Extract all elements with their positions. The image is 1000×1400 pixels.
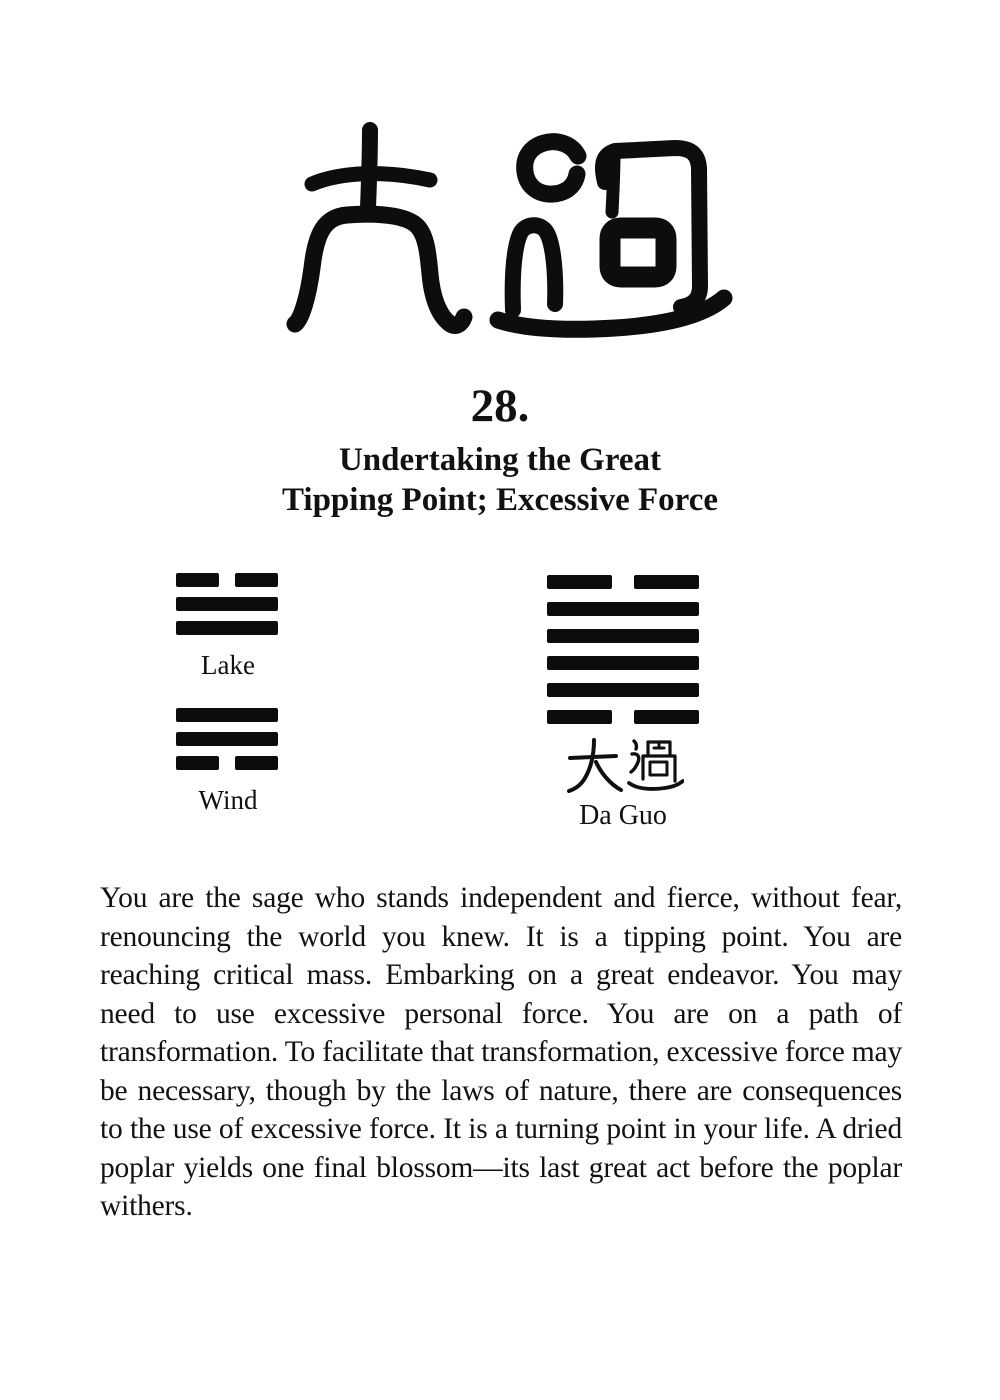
yao-line-solid bbox=[176, 621, 278, 635]
hexagram-romanization: Da Guo bbox=[579, 800, 667, 831]
seal-guo-character bbox=[498, 142, 724, 330]
kaishu-guo-character bbox=[629, 741, 683, 789]
seal-da-character bbox=[295, 130, 464, 325]
da-guo-characters-icon bbox=[566, 737, 684, 793]
yao-line-solid bbox=[176, 732, 278, 746]
chapter-title-line2: Tipping Point; Excessive Force bbox=[281, 482, 719, 518]
lower-trigram-label: Wind bbox=[198, 785, 258, 815]
yao-line-broken bbox=[176, 573, 278, 587]
yao-line-solid bbox=[547, 629, 699, 643]
yao-line-broken bbox=[547, 710, 699, 724]
yao-line-solid bbox=[176, 597, 278, 611]
lower-trigram-wind bbox=[176, 708, 278, 770]
chapter-title-line1: Undertaking the Great bbox=[338, 442, 662, 478]
yao-line-solid bbox=[547, 683, 699, 697]
hexagram-figure bbox=[547, 575, 699, 724]
upper-trigram-lake bbox=[176, 573, 278, 635]
yao-line-broken bbox=[547, 575, 699, 589]
yao-line-solid bbox=[547, 602, 699, 616]
hexagram-description: You are the sage who stands independent and fierce, without fear, renouncing the world you knew. It is a tipping point. You are reaching critical mass. Embarking on a great endeavor. You may need to use excessive personal force. You are on a path of transformation. To facilitate that transformation, excessive force may be necessary, though by the laws of nature, there are consequences to the use of excessive force. It is a turning point in your life. A dried poplar yields one final blossom—its last great act before the poplar withers. bbox=[100, 882, 902, 1222]
yao-line-solid bbox=[547, 656, 699, 670]
yao-line-solid bbox=[176, 708, 278, 722]
kaishu-da-character bbox=[569, 740, 621, 791]
da-guo-seal-script-icon bbox=[285, 118, 735, 343]
yao-line-broken bbox=[176, 756, 278, 770]
upper-trigram-label: Lake bbox=[201, 650, 255, 680]
chapter-number: 28. bbox=[470, 380, 530, 432]
